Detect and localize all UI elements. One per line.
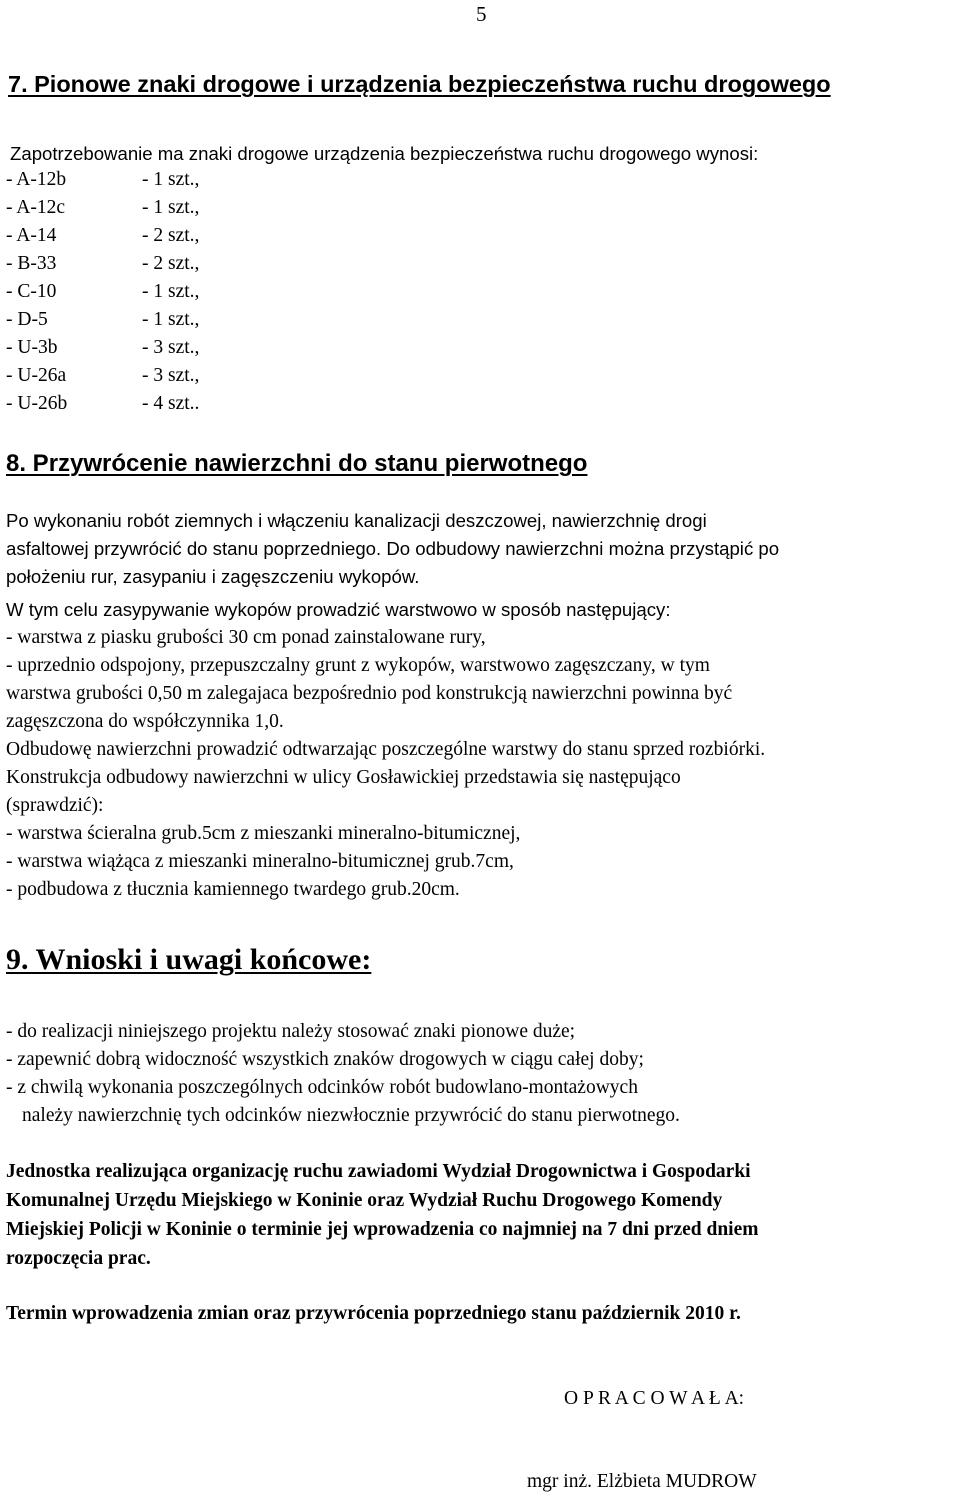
notice-line: Miejskiej Policji w Koninie o terminie jej wprowadzenia co najmniej na 7 dni przed dniem [6, 1219, 759, 1240]
notice-line: Jednostka realizująca organizację ruchu zawiadomi Wydział Drogownictwa i Gospodarki [6, 1161, 751, 1182]
sign-quantity: - 1 szt., [142, 169, 200, 190]
section-8-line: Odbudowę nawierzchni prowadzić odtwarzając poszczególne warstwy do stanu sprzed rozbiórki. [6, 739, 766, 760]
sign-list-item [6, 334, 199, 362]
sign-code: - D-5 [6, 309, 48, 330]
sign-code: - C-10 [6, 281, 57, 302]
section-8-line: (sprawdzić): [6, 795, 104, 816]
section-8-line: zagęszczona do współczynnika 1,0. [6, 711, 284, 732]
section-8-line: warstwa grubości 0,50 m zalegajaca bezpośrednio pod konstrukcją nawierzchni powinna być [6, 683, 733, 704]
signature-name: mgr inż. Elżbieta MUDROW [527, 1471, 757, 1492]
section-7-intro: Zapotrzebowanie ma znaki drogowe urządzenia bezpieczeństwa ruchu drogowego wynosi: [10, 143, 759, 164]
section-8-line: W tym celu zasypywanie wykopów prowadzić warstwowo w sposób następujący: [6, 599, 671, 620]
section-9-line: - do realizacji niniejszego projektu należy stosować znaki pionowe duże; [6, 1021, 576, 1042]
sign-list-item [6, 306, 199, 334]
page-number: 5 [476, 2, 487, 26]
section-7-heading: 7. Pionowe znaki drogowe i urządzenia bezpieczeństwa ruchu drogowego [8, 71, 831, 97]
section-8-line: - warstwa wiążąca z mieszanki mineralno-bitumicznej grub.7cm, [6, 851, 514, 872]
notice-line: Komunalnej Urzędu Miejskiego w Koninie oraz Wydział Ruchu Drogowego Komendy [6, 1190, 723, 1211]
notice-line: rozpoczęcia prac. [6, 1248, 151, 1269]
section-8-line: Po wykonaniu robót ziemnych i włączeniu kanalizacji deszczowej, nawierzchnię drogi [6, 510, 707, 531]
section-8-line: Konstrukcja odbudowy nawierzchni w ulicy Gosławickiej przedstawia się następująco [6, 767, 681, 788]
signature-label: O P R A C O W A Ł A: [564, 1388, 745, 1409]
sign-list-item [6, 194, 199, 222]
sign-code: - A-14 [6, 225, 57, 246]
sign-quantity: - 1 szt., [142, 309, 200, 330]
section-8-line: - podbudowa z tłucznia kamiennego twardego grub.20cm. [6, 879, 460, 900]
section-8-line: asfaltowej przywrócić do stanu poprzedniego. Do odbudowy nawierzchni można przystąpić po [6, 538, 780, 559]
section-8-line: - warstwa z piasku grubości 30 cm ponad zainstalowane rury, [6, 627, 486, 648]
sign-quantity: - 3 szt., [142, 365, 200, 386]
sign-list-item [6, 166, 199, 194]
sign-code: - U-26b [6, 393, 68, 414]
sign-list-item [6, 278, 199, 306]
section-9-line: należy nawierzchnię tych odcinków niezwłocznie przywrócić do stanu pierwotnego. [22, 1105, 680, 1126]
sign-quantity: - 2 szt., [142, 225, 200, 246]
section-8-heading: 8. Przywrócenie nawierzchni do stanu pierwotnego [6, 450, 588, 477]
sign-list-item [6, 362, 199, 390]
sign-code: - B-33 [6, 253, 57, 274]
sign-quantity: - 2 szt., [142, 253, 200, 274]
sign-code: - U-3b [6, 337, 58, 358]
sign-quantity: - 1 szt., [142, 281, 200, 302]
section-8-line: położeniu rur, zasypaniu i zagęszczeniu wykopów. [6, 566, 420, 587]
sign-code: - A-12b [6, 169, 67, 190]
sign-quantity: - 3 szt., [142, 337, 200, 358]
sign-code: - U-26a [6, 365, 67, 386]
section-9-heading: 9. Wnioski i uwagi końcowe: [6, 943, 372, 976]
section-9-line: - z chwilą wykonania poszczególnych odcinków robót budowlano-montażowych [6, 1077, 638, 1098]
sign-list-item [6, 222, 199, 250]
section-9-line: - zapewnić dobrą widoczność wszystkich znaków drogowych w ciągu całej doby; [6, 1049, 644, 1070]
sign-list-item [6, 250, 199, 278]
sign-quantity: - 1 szt., [142, 197, 200, 218]
sign-code: - A-12c [6, 197, 66, 218]
sign-quantity: - 4 szt.. [142, 393, 200, 414]
sign-list-item [6, 390, 199, 418]
section-8-line: - uprzednio odspojony, przepuszczalny grunt z wykopów, warstwowo zagęszczany, w tym [6, 655, 710, 676]
section-8-line: - warstwa ścieralna grub.5cm z mieszanki mineralno-bitumicznej, [6, 823, 521, 844]
deadline-line: Termin wprowadzenia zmian oraz przywrócenia poprzedniego stanu październik 2010 r. [6, 1303, 741, 1324]
